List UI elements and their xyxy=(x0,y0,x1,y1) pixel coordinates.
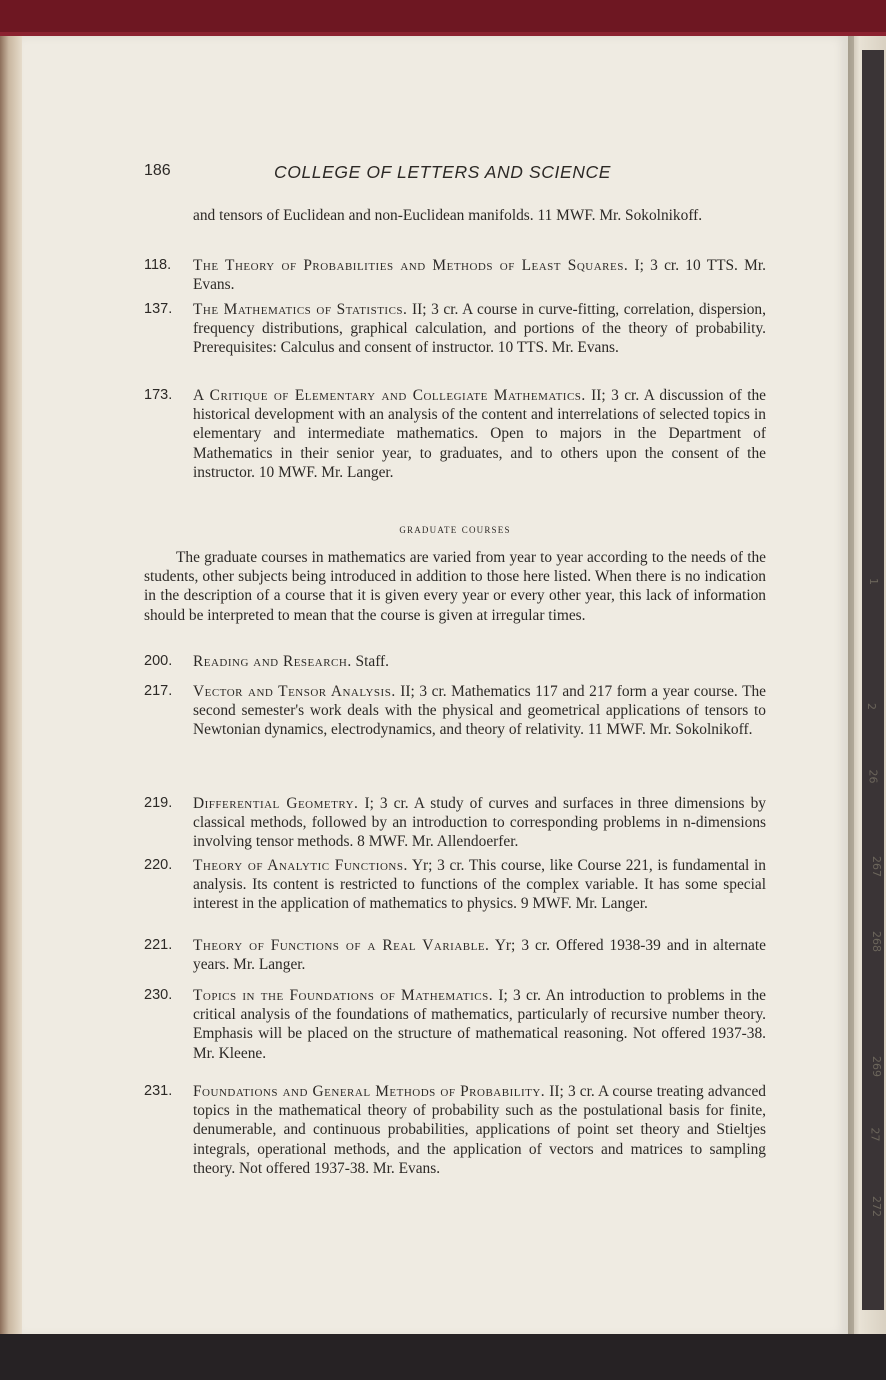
course-entry xyxy=(144,300,766,358)
course-description: II; 3 cr. A discussion of the historical development with an analysis of the content and interrelations of selected topics in elementary and intermediate mathematics. Open to majors in the Department of Mathematics in their senior year, to graduates, and to others upon the consent of the instructor. 10 MWF. Mr. Langer. xyxy=(193,387,767,481)
course-number: 230. xyxy=(144,987,173,1003)
intro-paragraph: The graduate courses in mathematics are varied from year to year according to the needs of the students, other subjects being introduced in addition to those here listed. When there is no indication in the description of a course that it is given every year or every other year, this lack of information should be interpreted to mean that the course is given at irregular times. xyxy=(144,549,766,624)
course-entry xyxy=(144,936,766,974)
continued-text: and tensors of Euclidean and non-Euclidean manifolds. 11 MWF. Mr. Sokolnikoff. xyxy=(193,207,703,224)
course-number: 231. xyxy=(144,1083,173,1099)
edge-mark: 1 xyxy=(867,578,880,585)
course-title: The Mathematics of Statistics. xyxy=(193,301,408,318)
running-title: COLLEGE OF LETTERS AND SCIENCE xyxy=(274,162,611,182)
book-cover-bottom xyxy=(0,1334,886,1380)
edge-mark: 268 xyxy=(870,931,883,952)
course-description: II; 3 cr. A course treating advanced topics in the mathematical theory of probability such as the postulational basis for finite, denumerable, and continuous probabilities, applications of point set theory and Stieltjes integrals, operational methods, and the application of vectors and matrices to sampling theory. Not offered 1937-38. Mr. Evans. xyxy=(193,1083,766,1177)
course-title: Foundations and General Methods of Probability. xyxy=(193,1083,546,1100)
edge-mark: 26 xyxy=(866,769,880,784)
course-entry xyxy=(144,386,766,482)
course-entry xyxy=(144,256,766,294)
course-description: Staff. xyxy=(351,653,390,670)
edge-mark: 269 xyxy=(870,1056,883,1077)
course-entry xyxy=(144,682,766,740)
edge-mark: 27 xyxy=(868,1127,882,1142)
course-entry xyxy=(144,1082,766,1178)
course-entry xyxy=(144,794,766,852)
continued-entry xyxy=(144,206,766,225)
course-number: 217. xyxy=(144,683,173,699)
course-number: 219. xyxy=(144,795,173,811)
course-description: I; 3 cr. An introduction to problems in the critical analysis of the foundations of mathematics, particularly of recursive number theory. Emphasis will be placed on the structure of mathematical reasoning. Not offered 1937-38. Mr. Kleene. xyxy=(193,987,766,1062)
page-header xyxy=(144,162,764,184)
course-title: Theory of Functions of a Real Variable. xyxy=(193,937,490,954)
course-title: Reading and Research. xyxy=(193,653,352,670)
course-number: 220. xyxy=(144,857,173,873)
course-description: Yr; 3 cr. Offered 1938-39 and in alternate years. Mr. Langer. xyxy=(193,937,766,974)
course-title: A Critique of Elementary and Collegiate Mathematics. xyxy=(193,387,586,404)
course-description: II; 3 cr. Mathematics 117 and 217 form a year course. The second semester's work deals with the physical and geometrical applications of tensors to Newtonian dynamics, electrodynamics, and theory of relativity. 11 MWF. Mr. Sokolnikoff. xyxy=(193,683,766,739)
course-description: Yr; 3 cr. This course, like Course 221, is fundamental in analysis. Its content is restricted to functions of the complex variable. It has some special interest in the application of mathematics to physics. 9 MWF. Mr. Langer. xyxy=(193,857,766,913)
course-title: Topics in the Foundations of Mathematics. xyxy=(193,987,494,1004)
course-number: 137. xyxy=(144,301,173,317)
section-heading: graduate courses xyxy=(399,522,511,536)
page-number: 186 xyxy=(144,162,171,179)
course-description: II; 3 cr. A course in curve-fitting, correlation, dispersion, frequency distributions, graphical calculation, and portions of the theory of probability. Prerequisites: Calculus and consent of instructor. 10 TTS. Mr. Evans. xyxy=(193,301,766,357)
course-number: 173. xyxy=(144,387,173,403)
edge-mark: 267 xyxy=(870,856,883,877)
edge-mark: 2 xyxy=(865,703,878,710)
edge-mark: 272 xyxy=(870,1196,883,1217)
course-description: I; 3 cr. 10 TTS. Mr. Evans. xyxy=(193,257,766,294)
course-entry xyxy=(144,986,766,1063)
course-number: 200. xyxy=(144,653,173,669)
course-title: The Theory of Probabilities and Methods of Least Squares. xyxy=(193,257,629,274)
course-title: Theory of Analytic Functions. xyxy=(193,857,408,874)
book-binding xyxy=(0,36,22,1336)
course-title: Differential Geometry. xyxy=(193,795,359,812)
course-entry xyxy=(144,652,766,671)
course-title: Vector and Tensor Analysis. xyxy=(193,683,396,700)
course-number: 118. xyxy=(144,257,172,273)
course-entry xyxy=(144,856,766,914)
book-cover-top xyxy=(0,0,886,38)
course-number: 221. xyxy=(144,937,173,953)
course-description: I; 3 cr. A study of curves and surfaces in three dimensions by classical methods, followed by an introduction to corresponding problems in n-dimensions involving tensor methods. 8 MWF. Mr. Allendoerfer. xyxy=(193,795,766,851)
